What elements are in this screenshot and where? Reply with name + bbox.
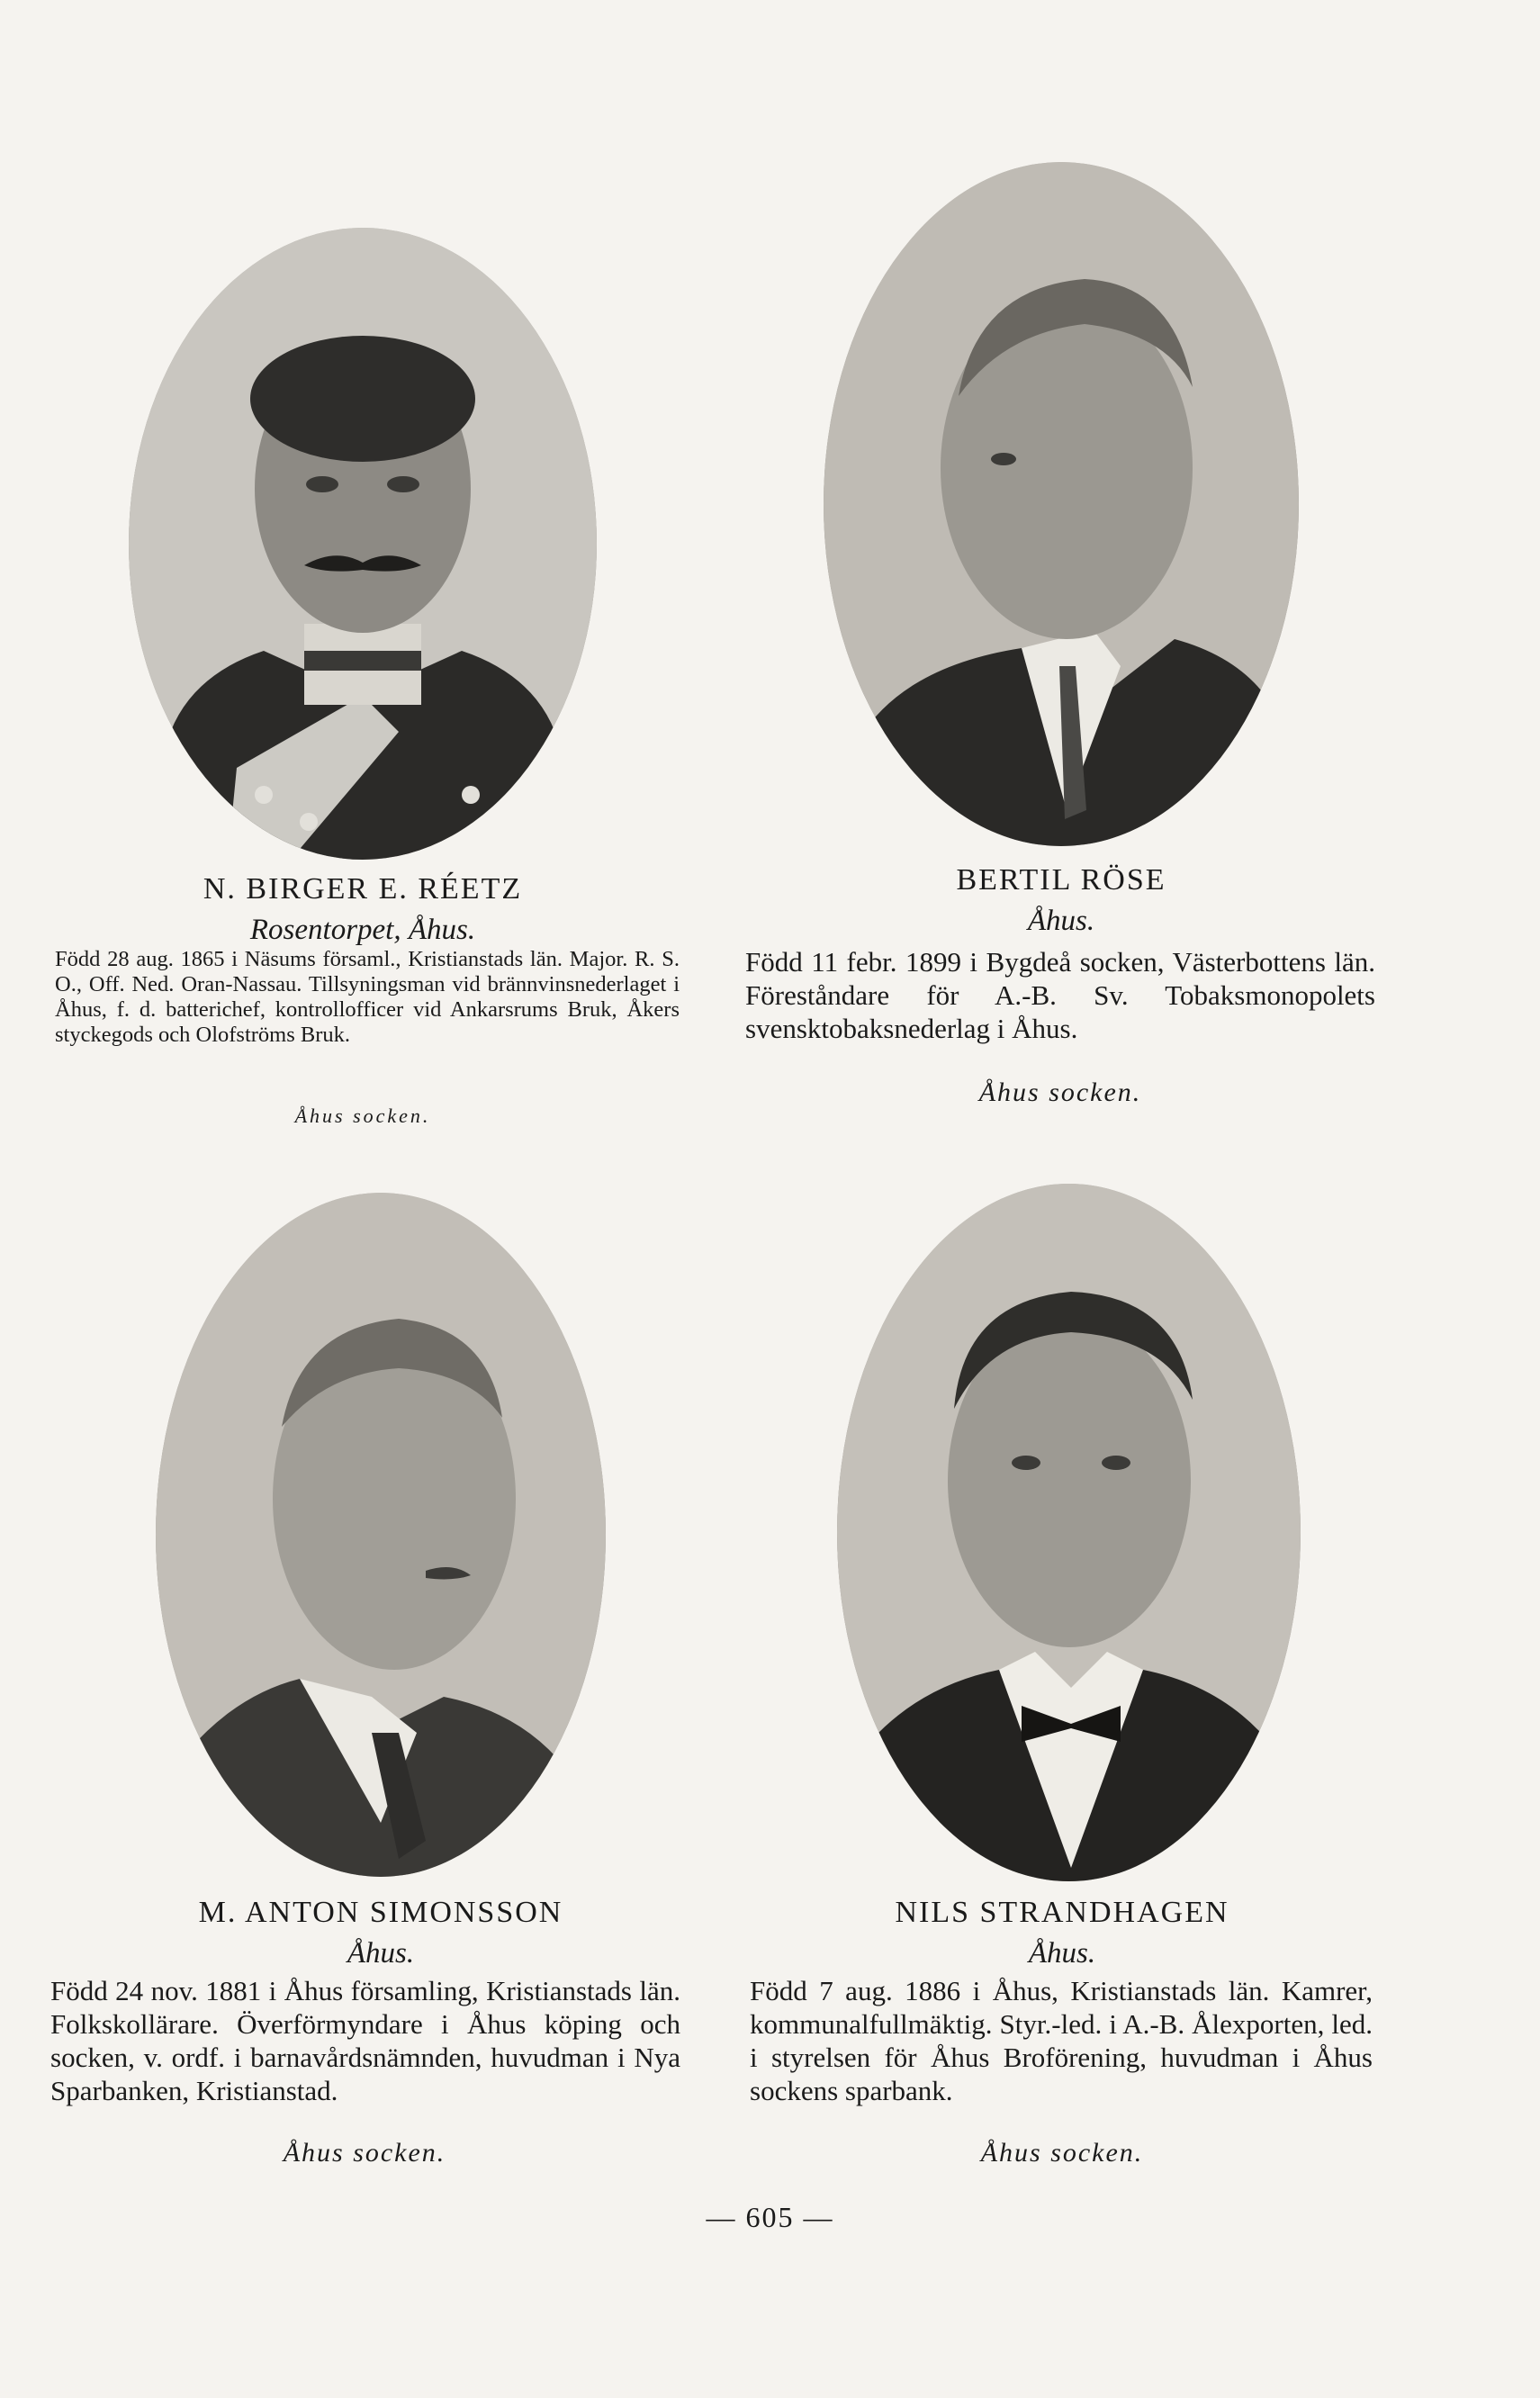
- parish-label: Åhus socken.: [978, 1077, 1142, 1107]
- portrait-reetz: [129, 228, 597, 860]
- portrait-photo-military-uniform-icon: [129, 228, 597, 860]
- person-name: BERTIL RÖSE: [956, 863, 1166, 897]
- parish-label: Åhus socken.: [980, 2138, 1144, 2168]
- entry-rose-heading: [824, 862, 1299, 940]
- portrait-photo-suit-profile-icon: [824, 162, 1299, 846]
- biography: Född 7 aug. 1886 i Åhus, Kristianstads län. Kamrer, kommunalfullmäktig. Styr.-led. i A.-B. Ålexporten, led. i styrelsen för Åhus Broförening, huvudman i Åhus sockens sparbank.: [750, 1975, 1373, 2106]
- biography: Född 24 nov. 1881 i Åhus församling, Kristianstads län. Folkskollärare. Överförmyndare i Åhus köping och socken, v. ordf. i barnavårdsnämnden, huvudman i Nya Sparbanken, Kristianstad.: [50, 1975, 680, 2106]
- entry-simonsson-heading: [129, 1895, 633, 1972]
- person-name: NILS STRANDHAGEN: [895, 1896, 1229, 1929]
- portrait-rose: [824, 162, 1299, 846]
- residence: Åhus.: [1027, 905, 1095, 937]
- portrait-photo-bow-tie-icon: [837, 1184, 1301, 1881]
- parish-label: Åhus socken.: [283, 2138, 446, 2168]
- residence: Åhus.: [1028, 1937, 1096, 1970]
- biography: Född 28 aug. 1865 i Näsums församl., Kristianstads län. Major. R. S. O., Off. Ned. Oran-Nassau. Tillsyningsman vid brännvinsnederlaget i Åhus, f. d. batterichef, kontrollofficer vid Ankarsrums Bruk, Åkers styckegods och Olofströms Bruk.: [55, 947, 680, 1047]
- portrait-strandhagen: [837, 1184, 1301, 1881]
- parish-label: Åhus socken.: [294, 1104, 431, 1127]
- residence: Rosentorpet, Åhus.: [249, 914, 476, 946]
- biography: Född 11 febr. 1899 i Bygdeå socken, Västerbottens län. Föreståndare för A.-B. Sv. Tobaksmonopolets svensktobaksnederlag i Åhus.: [745, 946, 1375, 1044]
- portrait-simonsson: [156, 1193, 606, 1877]
- page-number: — 605 —: [706, 2201, 834, 2233]
- person-name: M. ANTON SIMONSSON: [198, 1896, 563, 1929]
- entry-strandhagen-heading: [810, 1895, 1314, 1972]
- residence: Åhus.: [347, 1937, 415, 1970]
- person-name: N. BIRGER E. RÉETZ: [203, 872, 523, 906]
- entry-reetz-heading: [129, 871, 597, 949]
- portrait-photo-suit-profile-icon: [156, 1193, 606, 1877]
